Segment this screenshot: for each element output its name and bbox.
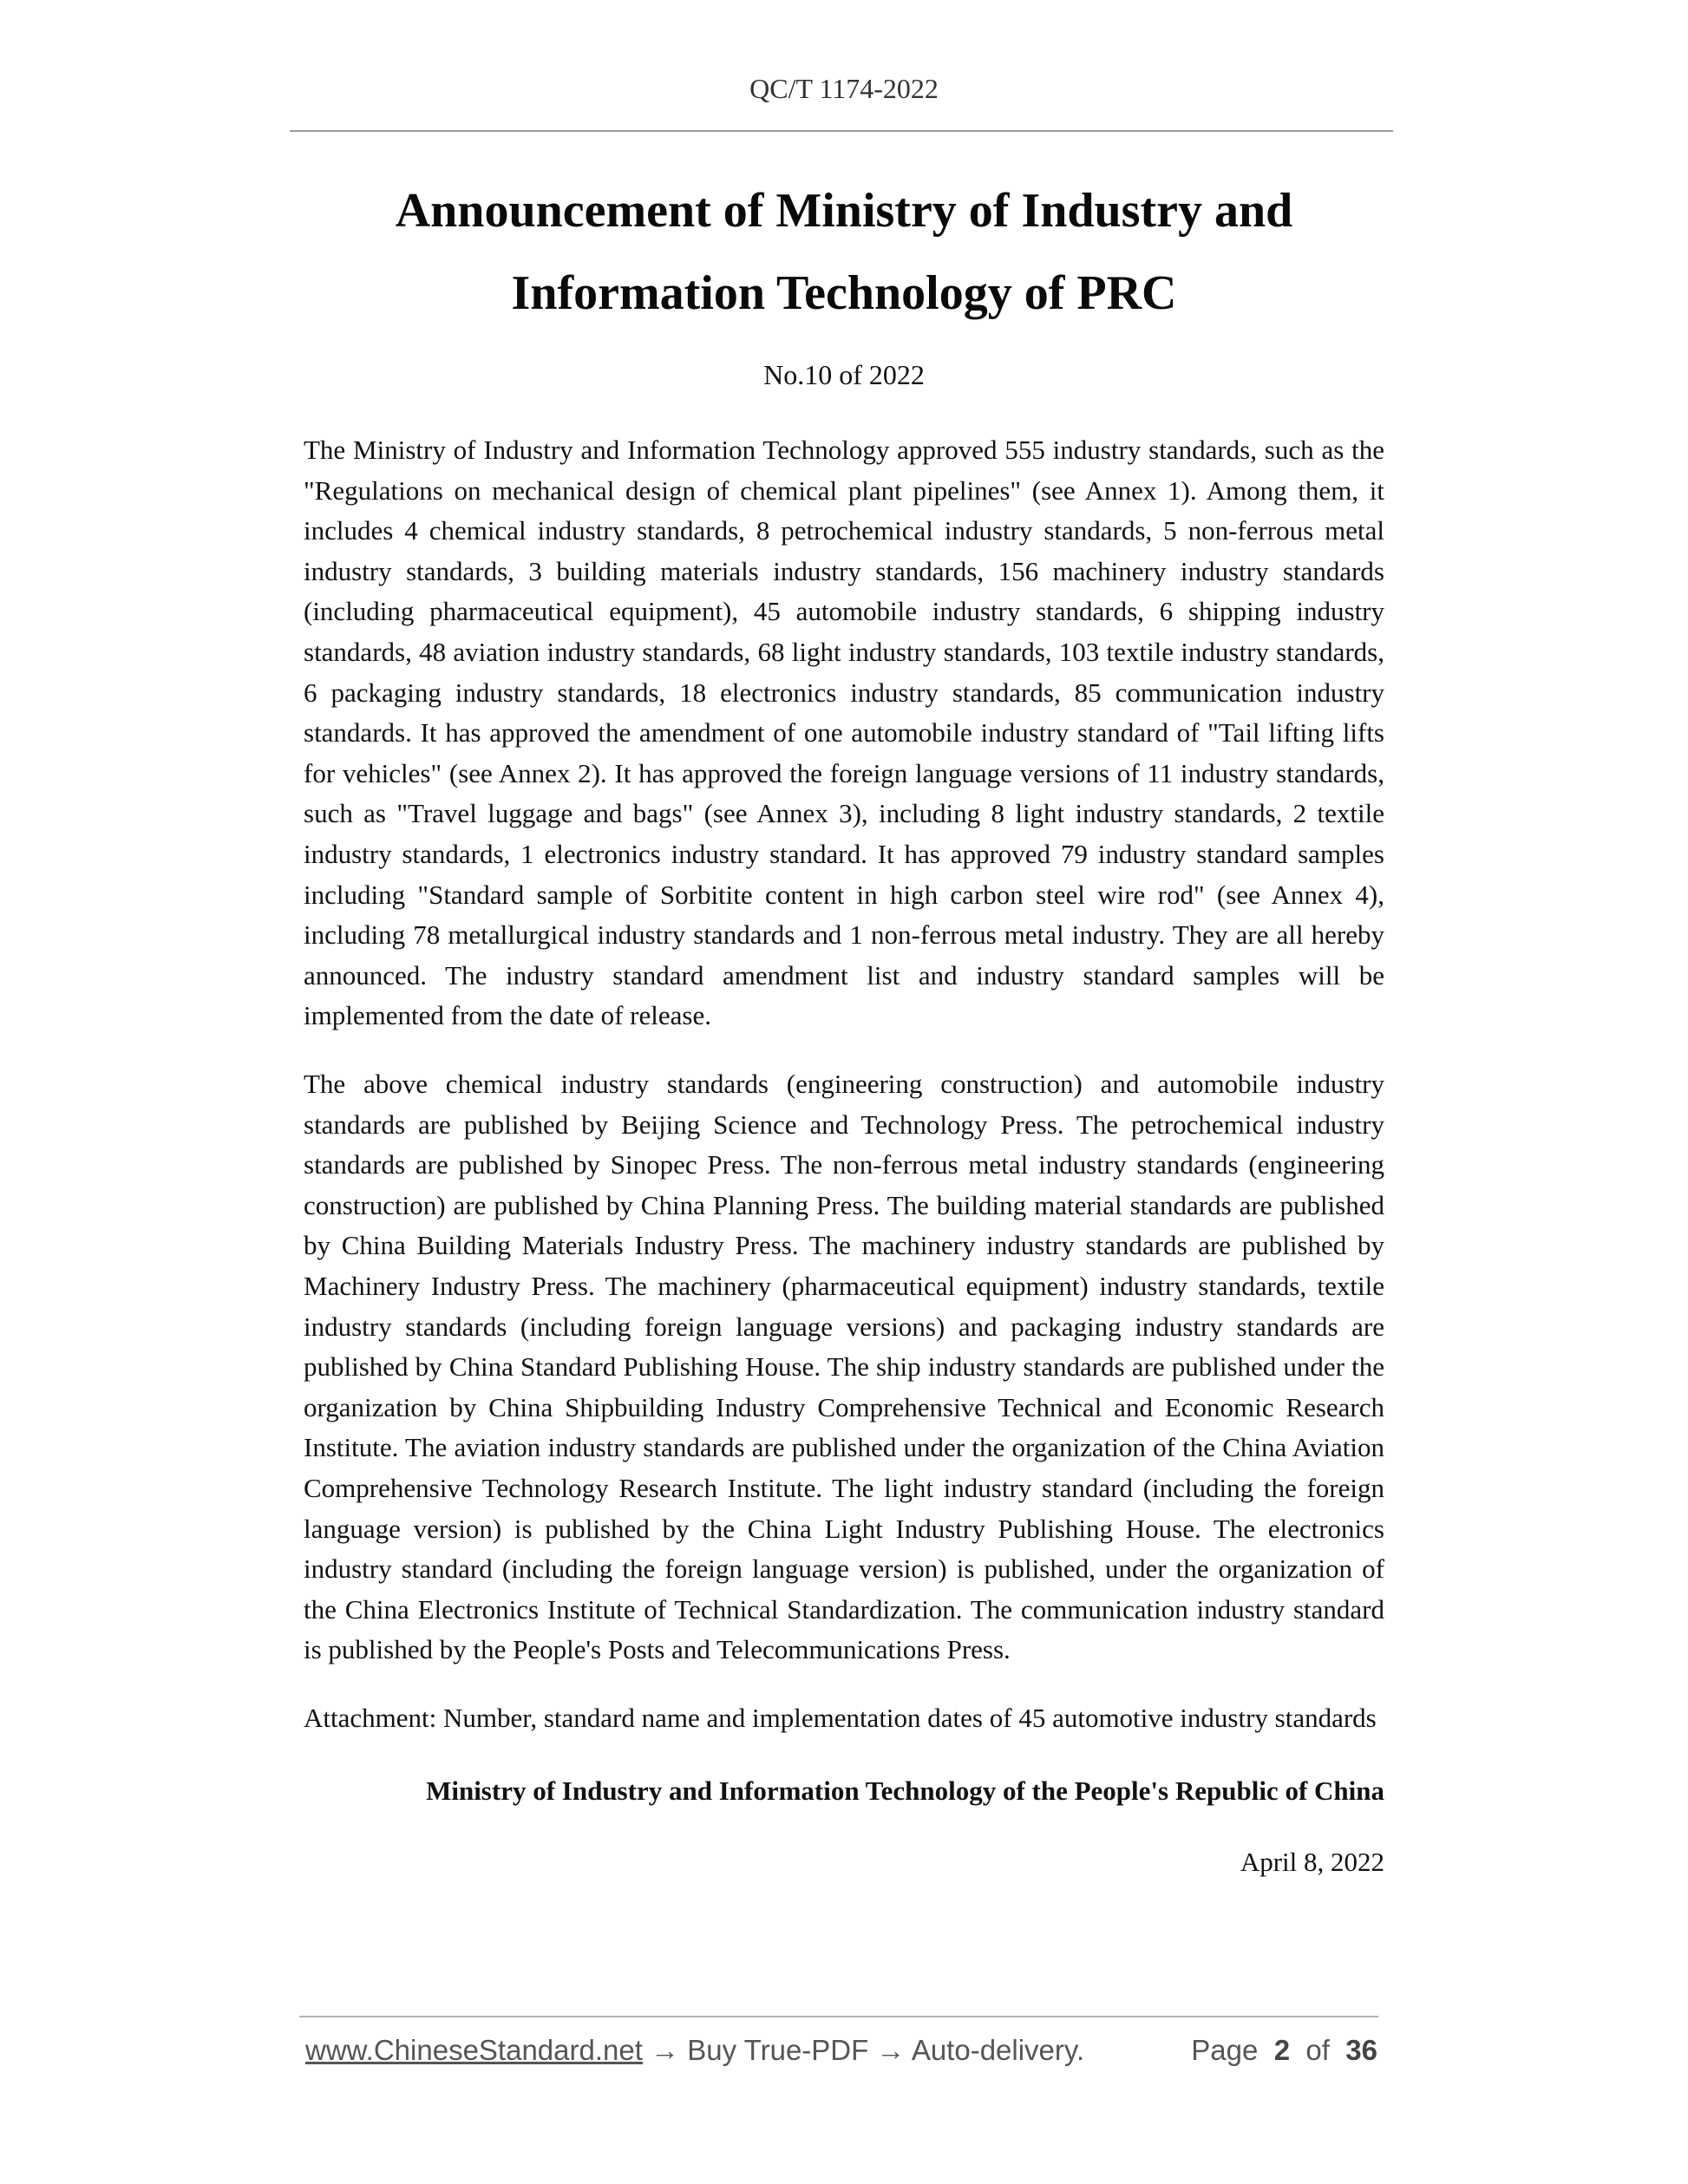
announcement-number: No.10 of 2022 xyxy=(763,359,925,390)
title-line-1: Announcement of Ministry of Industry and xyxy=(395,184,1293,238)
standard-code-header: QC/T 1174-2022 xyxy=(749,73,939,104)
page-total: 36 xyxy=(1345,2034,1377,2066)
page-footer xyxy=(305,2034,1377,2072)
footer-promo-text: → Buy True-PDF → Auto-delivery. xyxy=(642,2034,1085,2066)
page-current: 2 xyxy=(1273,2034,1291,2066)
page-indicator xyxy=(1191,2034,1377,2067)
footer-promo xyxy=(305,2034,1084,2067)
title-line-2: Information Technology of PRC xyxy=(511,266,1177,320)
body-paragraph-1: The Ministry of Industry and Information Technology approved 555 industry standards, such as the "Regulations on mechanical design of chemical plant pipelines" (see Annex 1). Among them, it includes 4 chemical industry standards, 8 petrochemical industry standards, 5 non-ferrous metal industry standards, 3 building materials industry standards, 156 machinery industry standards (including pharmaceutical equipment), 45 automobile industry standards, 6 shipping industry standards, 48 aviation industry standards, 68 light industry standards, 103 textile industry standards, 6 packaging industry standards, 18 electronics industry standards, 85 communication industry standards. It has approved the amendment of one automobile industry standard of "Tail lifting lifts for vehicles" (see Annex 2). It has approved the foreign language versions of 11 industry standards, such as "Travel luggage and bags" (see Annex 3), including 8 light industry standards, 2 textile industry standards, 1 electronics industry standard. It has approved 79 industry standard samples including "Standard sample of Sorbitite content in high carbon steel wire rod" (see Annex 4), including 78 metallurgical industry standards and 1 non-ferrous metal industry. They are all hereby announced. The industry standard amendment list and industry standard samples will be implemented from the date of release. xyxy=(304,435,1384,1031)
attachment-line: Attachment: Number, standard name and implementation dates of 45 automotive industry standards xyxy=(304,1703,1377,1733)
page-label: Page xyxy=(1191,2034,1259,2066)
page-of-label: of xyxy=(1305,2034,1330,2066)
header-divider xyxy=(290,130,1393,132)
announcement-title xyxy=(260,170,1428,335)
body-paragraph-2: The above chemical industry standards (engineering construction) and automobile industry standards are published by Beijing Science and Technology Press. The petrochemical industry standards are published by Sinopec Press. The non-ferrous metal industry standards (engineering construction) are published by China Planning Press. The building material standards are published by China Building Materials Industry Press. The machinery industry standards are published by Machinery Industry Press. The machinery (pharmaceutical equipment) industry standards, textile industry standards (including foreign language versions) and packaging industry standards are published by China Standard Publishing House. The ship industry standards are published under the organization by China Shipbuilding Industry Comprehensive Technical and Economic Research Institute. The aviation industry standards are published under the organization of the China Aviation Comprehensive Technology Research Institute. The light industry standard (including the foreign language version) is published by the China Light Industry Publishing House. The electronics industry standard (including the foreign language version) is published, under the organization of the China Electronics Institute of Technical Standardization. The communication industry standard is published by the People's Posts and Telecommunications Press. xyxy=(304,1069,1384,1665)
footer-divider xyxy=(299,2016,1378,2017)
signature-ministry: Ministry of Industry and Information Technology of the People's Republic of China xyxy=(426,1775,1384,1806)
site-link[interactable]: www.ChineseStandard.net xyxy=(305,2034,643,2066)
announcement-date: April 8, 2022 xyxy=(1240,1847,1384,1877)
